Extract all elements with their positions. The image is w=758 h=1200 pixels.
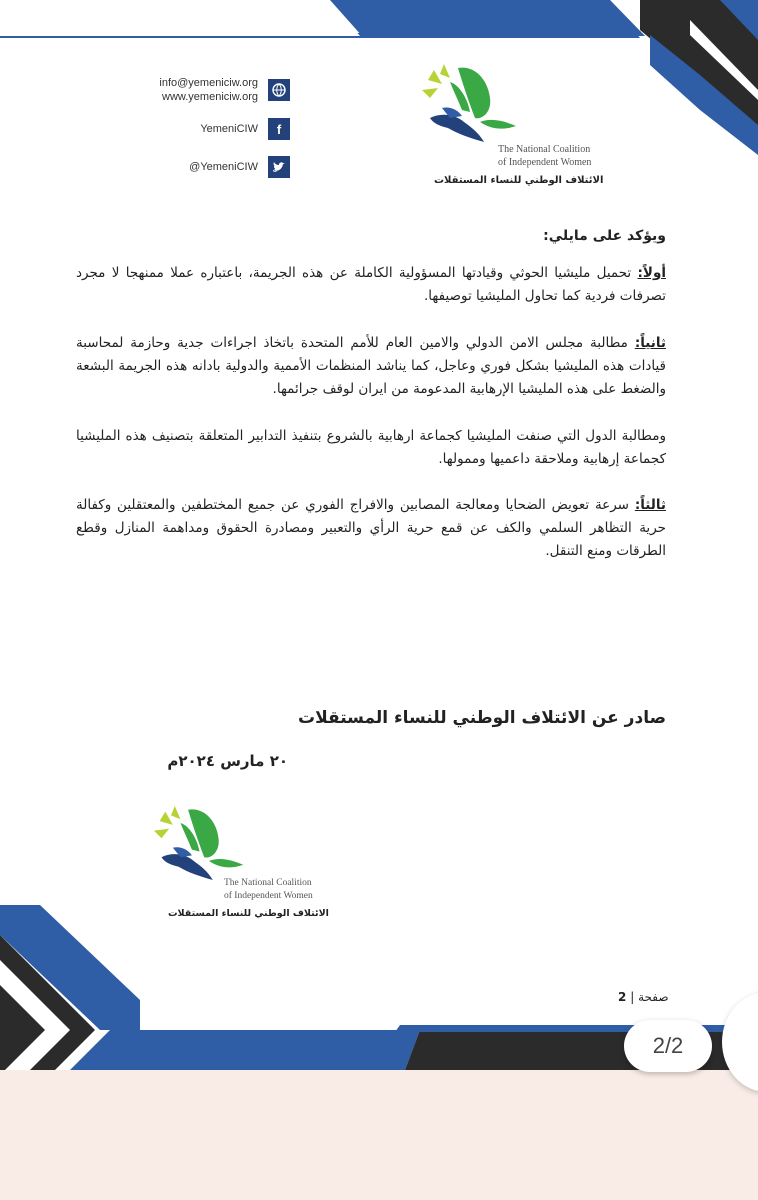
paragraph-third (76, 425, 666, 471)
twitter-row (189, 156, 290, 178)
web-contact-row (159, 76, 290, 104)
issued-by-line: صادر عن الائتلاف الوطني للنساء المستقلات (297, 708, 666, 728)
footer-logo (152, 800, 329, 925)
issue-date: ٢٠ مارس ٢٠٢٤م (167, 752, 288, 770)
footer-logo-english-line1: The National Coalition (224, 878, 312, 888)
paragraph-fourth (76, 494, 666, 563)
paragraph-second-body: مطالبة مجلس الامن الدولي والامين العام للأمم المتحدة باتخاذ اجراءات جدية وحازمة لمحاسبة قيادات هذه المليشيا بشكل فوري وعاجل، كما يناشد المنظمات الأممية والدولية بادانه هذه الجريمة البشعة والضغط على هذه المليشيا الإرهابية المدعومة من ايران لوقف جرائمها. (76, 335, 666, 397)
logo-english-name (498, 143, 591, 169)
coalition-hands-logo-icon (420, 60, 520, 145)
bottom-blue-band (70, 1030, 420, 1070)
footer-logo-english-name (224, 877, 313, 903)
paragraph-first-lead: أولاً: (637, 265, 666, 281)
paragraph-fourth-lead: ثالثاً: (634, 497, 666, 513)
web-contact-text (159, 76, 258, 104)
paragraph-fourth-body: سرعة تعويض الضحايا ومعالجة المصابين والافراج الفوري عن جميع المختطفين والمعتقلين وكفالة حرية التظاهر السلمي والكف عن قمع حرية الرأي والتعبير ومصادرة الحقوق ومداهمة المنازل وقطع الطرقات ومنع التنقل. (76, 497, 666, 559)
top-right-blue (330, 0, 645, 36)
paragraph-first-body: تحميل مليشيا الحوثي وقيادتها المسؤولية الكاملة عن هذه الجريمة، باعتباره عملا ممنهجا لا مجرد تصرفات فردية كما تحاول المليشيا توصيفها. (76, 265, 666, 304)
facebook-handle[interactable]: YemeniCIW (200, 123, 258, 135)
logo-arabic-name: الائتلاف الوطني للنساء المستقلات (434, 175, 604, 186)
page-word: صفحة (638, 990, 669, 1004)
email-link[interactable]: info@yemeniciw.org (159, 77, 258, 89)
footer-logo-arabic-name: الائتلاف الوطني للنساء المستقلات (168, 908, 329, 919)
logo-english-line2: of Independent Women (498, 157, 592, 168)
intro-line: ويؤكد على مايلي: (543, 228, 666, 244)
page-number: 2 (618, 990, 627, 1004)
header-logo (420, 60, 604, 190)
footer-logo-english-line2: of Independent Women (224, 891, 313, 901)
paragraph-first (76, 262, 666, 308)
website-link[interactable]: www.yemeniciw.org (162, 91, 258, 103)
twitter-bird-icon (268, 156, 290, 178)
coalition-hands-logo-icon (152, 800, 247, 885)
page-separator: | (630, 990, 635, 1004)
logo-english-line1: The National Coalition (498, 144, 591, 155)
top-dark-band (0, 0, 360, 36)
page-indicator[interactable]: 2/2 (624, 1020, 712, 1072)
page-number-footer (612, 990, 669, 1004)
twitter-handle[interactable]: @YemeniCIW (189, 161, 258, 173)
globe-icon (268, 79, 290, 101)
facebook-row (200, 118, 290, 140)
paragraph-second-lead: ثانياً: (634, 335, 666, 351)
paragraph-second (76, 332, 666, 401)
facebook-icon: f (268, 118, 290, 140)
paragraph-third-body: ومطالبة الدول التي صنفت المليشيا كجماعة ارهابية بالشروع بتنفيذ التدابير المتعلقة بتصنيف هذه المليشيا كجماعة إرهابية وملاحقة داعميها وممولها. (76, 428, 666, 467)
